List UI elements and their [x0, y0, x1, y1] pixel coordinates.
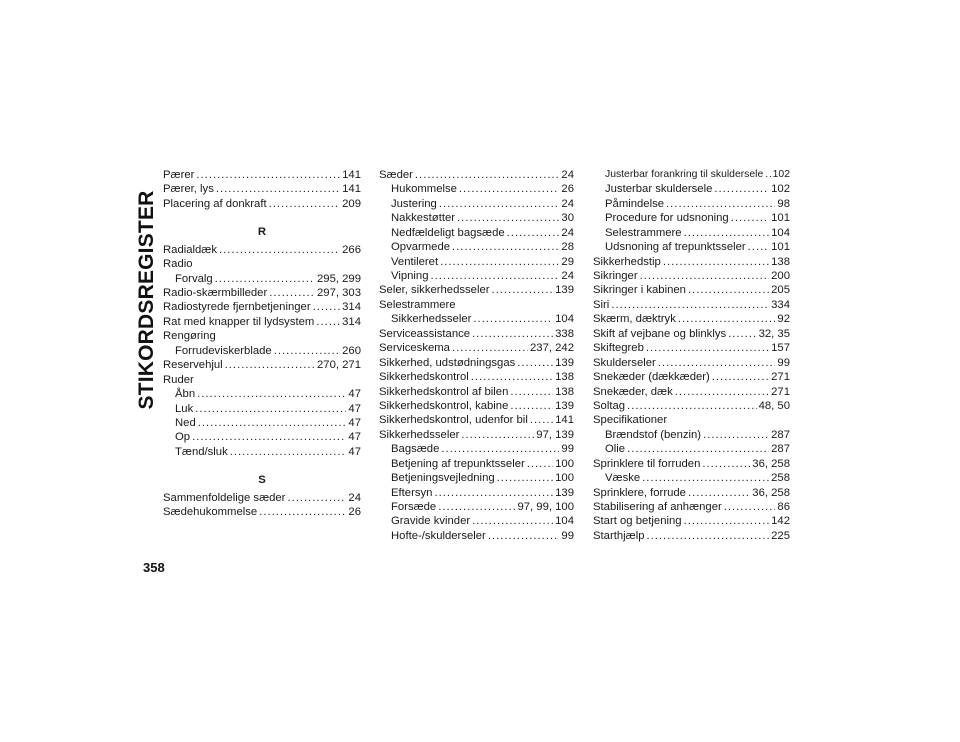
entry-label: Hukommelse	[391, 183, 457, 196]
entry-label: Skærm, dæktryk	[593, 313, 676, 326]
index-subentry	[163, 430, 361, 444]
entry-label: Pærer	[163, 168, 195, 181]
index-entry	[379, 385, 574, 399]
entry-label: Forrudeviskerblade	[175, 344, 272, 357]
index-group-heading: Ruder	[163, 373, 194, 386]
entry-page-ref: 47	[348, 431, 361, 444]
entry-page-ref: 287	[771, 428, 790, 441]
dot-leader	[225, 358, 315, 372]
index-entry	[593, 269, 790, 283]
dot-leader	[646, 341, 769, 355]
index-entry	[593, 500, 790, 514]
dot-leader	[724, 500, 776, 514]
index-entry	[593, 284, 790, 298]
dot-leader	[488, 529, 560, 543]
index-entry	[593, 529, 790, 543]
dot-leader	[627, 399, 757, 413]
entry-page-ref: 139	[555, 486, 574, 499]
index-entry	[593, 356, 790, 370]
index-entry	[163, 182, 361, 196]
index-group-heading: Selestrammere	[379, 298, 456, 311]
dot-leader	[430, 269, 559, 283]
index-letter-heading: R	[257, 226, 267, 239]
entry-label: Sikkerhed, udstødningsgas	[379, 356, 516, 369]
entry-page-ref: 138	[771, 255, 790, 268]
dot-leader	[452, 341, 528, 355]
dot-leader	[678, 312, 776, 326]
entry-label: Op	[175, 431, 191, 444]
index-column-3	[593, 168, 790, 543]
entry-label: Justerbar skuldersele	[605, 183, 713, 196]
dot-leader	[510, 385, 553, 399]
entry-label: Olie	[605, 443, 626, 456]
index-subentry	[379, 240, 574, 254]
dot-leader	[452, 240, 559, 254]
index-entry	[379, 327, 574, 341]
entry-page-ref: 139	[555, 399, 574, 412]
entry-page-ref: 26	[348, 506, 361, 519]
dot-leader	[702, 457, 750, 471]
entry-label: Udsnoning af trepunktsseler	[605, 241, 746, 254]
entry-label: Serviceassistance	[379, 327, 471, 340]
dot-leader	[492, 284, 554, 298]
index-subentry	[593, 240, 790, 254]
entry-page-ref: 32, 35	[758, 327, 790, 340]
dot-leader	[313, 301, 341, 315]
dot-leader	[517, 356, 553, 370]
dot-leader	[647, 529, 770, 543]
entry-page-ref: 102	[772, 168, 790, 180]
entry-label: Soltag	[593, 399, 626, 412]
index-subentry	[163, 272, 361, 286]
entry-page-ref: 270, 271	[317, 359, 361, 372]
dot-leader	[640, 269, 770, 283]
entry-label: Gravide kvinder	[391, 515, 471, 528]
dot-leader	[269, 286, 315, 300]
index-entry	[593, 399, 790, 413]
entry-page-ref: 258	[771, 472, 790, 485]
side-title-text: STIKORDSREGISTER	[135, 190, 158, 410]
dot-leader	[471, 370, 553, 384]
entry-page-ref: 24	[561, 197, 574, 210]
entry-label: Vipning	[391, 270, 429, 283]
index-subentry	[379, 269, 574, 283]
dot-leader	[497, 471, 554, 485]
dot-leader	[457, 211, 559, 225]
index-group-heading: Specifikationer	[593, 414, 668, 427]
index-group-heading: Radio	[163, 258, 193, 271]
index-subentry	[379, 211, 574, 225]
side-title	[134, 170, 160, 430]
entry-page-ref: 100	[555, 457, 574, 470]
entry-page-ref: 287	[771, 443, 790, 456]
entry-label: Sæder	[379, 168, 413, 181]
entry-page-ref: 48, 50	[758, 399, 790, 412]
entry-page-ref: 271	[771, 385, 790, 398]
dot-leader	[530, 413, 553, 427]
dot-leader	[712, 370, 769, 384]
index-subentry	[379, 255, 574, 269]
entry-page-ref: 209	[342, 197, 361, 210]
index-subentry	[379, 457, 574, 471]
entry-label: Rat med knapper til lydsystem	[163, 315, 315, 328]
entry-page-ref: 99	[561, 443, 574, 456]
entry-page-ref: 101	[771, 212, 790, 225]
entry-page-ref: 102	[771, 183, 790, 196]
entry-label: Seler, sikkerhedsseler	[379, 284, 490, 297]
entry-page-ref: 47	[348, 388, 361, 401]
index-entry	[593, 327, 790, 341]
entry-page-ref: 338	[555, 327, 574, 340]
dot-leader	[765, 168, 770, 182]
entry-page-ref: 104	[555, 313, 574, 326]
dot-leader	[510, 399, 553, 413]
entry-page-ref: 314	[342, 315, 361, 328]
entry-page-ref: 237, 242	[530, 342, 574, 355]
dot-leader	[472, 515, 553, 529]
entry-page-ref: 138	[555, 371, 574, 384]
index-subentry	[379, 486, 574, 500]
dot-leader	[440, 255, 559, 269]
page-number: 358	[143, 560, 165, 575]
entry-page-ref: 97, 139	[536, 428, 574, 441]
entry-page-ref: 138	[555, 385, 574, 398]
index-letter-heading: S	[258, 474, 266, 487]
dot-leader	[731, 211, 769, 225]
entry-label: Luk	[175, 402, 194, 415]
index-entry	[593, 298, 790, 312]
entry-label: Skulderseler	[593, 356, 656, 369]
index-subentry	[379, 515, 574, 529]
entry-label: Sikkerhedskontrol	[379, 371, 469, 384]
index-subentry	[593, 428, 790, 442]
entry-label: Brændstof (benzin)	[605, 428, 702, 441]
entry-page-ref: 92	[777, 313, 790, 326]
index-entry	[163, 243, 361, 257]
index-subentry	[593, 182, 790, 196]
entry-label: Tænd/sluk	[175, 445, 228, 458]
entry-page-ref: 157	[771, 342, 790, 355]
index-entry	[379, 428, 574, 442]
entry-label: Betjeningsvejledning	[391, 472, 495, 485]
dot-leader	[675, 385, 769, 399]
entry-page-ref: 100	[555, 472, 574, 485]
entry-label: Selestrammere	[605, 226, 682, 239]
dot-leader	[269, 197, 341, 211]
entry-label: Hofte-/skulderseler	[391, 529, 486, 542]
entry-label: Radiostyrede fjernbetjeninger	[163, 301, 311, 314]
dot-leader	[274, 344, 340, 358]
entry-label: Væske	[605, 472, 641, 485]
index-entry	[163, 491, 361, 505]
entry-label: Placering af donkraft	[163, 197, 267, 210]
entry-page-ref: 314	[342, 301, 361, 314]
entry-label: Sikkerhedskontrol af bilen	[379, 385, 509, 398]
dot-leader	[714, 182, 769, 196]
entry-page-ref: 47	[348, 416, 361, 429]
dot-leader	[703, 428, 769, 442]
entry-label: Serviceskema	[379, 342, 450, 355]
entry-page-ref: 142	[771, 515, 790, 528]
dot-leader	[461, 428, 534, 442]
index-entry	[593, 515, 790, 529]
dot-leader	[215, 272, 315, 286]
entry-label: Skiftegreb	[593, 342, 644, 355]
dot-leader	[611, 298, 769, 312]
entry-label: Sikkerhedskontrol, kabine	[379, 399, 509, 412]
dot-leader	[663, 255, 769, 269]
index-entry	[593, 312, 790, 326]
index-entry	[163, 301, 361, 315]
index-entry	[593, 255, 790, 269]
entry-label: Eftersyn	[391, 486, 433, 499]
index-subentry	[379, 312, 574, 326]
entry-label: Siri	[593, 298, 610, 311]
entry-page-ref: 266	[342, 243, 361, 256]
index-subentry	[163, 416, 361, 430]
index-entry	[593, 341, 790, 355]
entry-label: Sprinklere, forrude	[593, 486, 686, 499]
index-subentry	[163, 344, 361, 358]
index-column-1	[163, 168, 361, 520]
entry-label: Påmindelse	[605, 197, 665, 210]
entry-page-ref: 24	[561, 270, 574, 283]
dot-leader	[473, 312, 553, 326]
dot-leader	[728, 327, 756, 341]
dot-leader	[230, 445, 347, 459]
index-entry	[593, 486, 790, 500]
entry-page-ref: 36, 258	[752, 457, 790, 470]
entry-label: Sikkerhedstip	[593, 255, 661, 268]
entry-page-ref: 24	[561, 168, 574, 181]
index-column-2	[379, 168, 574, 543]
dot-leader	[666, 197, 775, 211]
entry-label: Reservehjul	[163, 359, 223, 372]
dot-leader	[688, 284, 769, 298]
entry-page-ref: 28	[561, 241, 574, 254]
entry-label: Sprinklere til forruden	[593, 457, 701, 470]
dot-leader	[195, 402, 346, 416]
dot-leader	[688, 486, 750, 500]
entry-page-ref: 98	[777, 197, 790, 210]
entry-page-ref: 104	[555, 515, 574, 528]
index-entry	[379, 284, 574, 298]
dot-leader	[438, 500, 515, 514]
entry-page-ref: 141	[342, 183, 361, 196]
dot-leader	[287, 491, 346, 505]
entry-page-ref: 271	[771, 371, 790, 384]
dot-leader	[748, 240, 769, 254]
entry-page-ref: 205	[771, 284, 790, 297]
entry-page-ref: 200	[771, 270, 790, 283]
dot-leader	[658, 356, 776, 370]
index-entry	[379, 341, 574, 355]
index-subentry	[379, 197, 574, 211]
entry-page-ref: 86	[777, 501, 790, 514]
index-entry	[379, 413, 574, 427]
dot-leader	[441, 442, 559, 456]
dot-leader	[197, 387, 346, 401]
entry-label: Snekæder (dækkæder)	[593, 371, 710, 384]
entry-label: Bagsæde	[391, 443, 440, 456]
index-entry	[163, 286, 361, 300]
dot-leader	[684, 515, 770, 529]
index-subentry	[379, 442, 574, 456]
entry-label: Stabilisering af anhænger	[593, 501, 722, 514]
index-subentry	[593, 471, 790, 485]
index-subentry	[163, 402, 361, 416]
index-entry	[593, 385, 790, 399]
index-entry	[593, 457, 790, 471]
entry-label: Opvarmede	[391, 241, 451, 254]
index-subentry	[163, 387, 361, 401]
entry-page-ref: 30	[561, 212, 574, 225]
entry-label: Åbn	[175, 388, 196, 401]
entry-page-ref: 36, 258	[752, 486, 790, 499]
entry-label: Ned	[175, 416, 196, 429]
dot-leader	[192, 430, 346, 444]
dot-leader	[439, 197, 560, 211]
entry-page-ref: 99	[561, 529, 574, 542]
dot-leader	[507, 226, 560, 240]
index-subentry	[163, 445, 361, 459]
entry-page-ref: 141	[555, 414, 574, 427]
dot-leader	[316, 315, 340, 329]
entry-label: Starthjælp	[593, 529, 645, 542]
entry-page-ref: 47	[348, 402, 361, 415]
entry-page-ref: 29	[561, 255, 574, 268]
index-subentry	[379, 471, 574, 485]
entry-page-ref: 297, 303	[317, 287, 361, 300]
entry-page-ref: 26	[561, 183, 574, 196]
dot-leader	[527, 457, 553, 471]
index-subentry	[379, 500, 574, 514]
entry-page-ref: 139	[555, 356, 574, 369]
index-entry	[163, 505, 361, 519]
entry-page-ref: 24	[561, 226, 574, 239]
entry-label: Nedfældeligt bagsæde	[391, 226, 505, 239]
entry-label: Ventileret	[391, 255, 439, 268]
index-subentry	[593, 197, 790, 211]
dot-leader	[216, 182, 340, 196]
entry-label: Start og betjening	[593, 515, 682, 528]
dot-leader	[259, 505, 346, 519]
entry-label: Procedure for udsnoning	[605, 212, 729, 225]
index-entry	[163, 315, 361, 329]
entry-page-ref: 334	[771, 298, 790, 311]
entry-page-ref: 260	[342, 344, 361, 357]
entry-label: Radialdæk	[163, 243, 218, 256]
index-subentry	[593, 442, 790, 456]
dot-leader	[627, 442, 769, 456]
index-entry	[163, 197, 361, 211]
entry-label: Sædehukommelse	[163, 506, 258, 519]
index-entry	[379, 370, 574, 384]
index-entry	[379, 168, 574, 182]
index-subentry	[379, 226, 574, 240]
index-subentry	[379, 182, 574, 196]
index-entry	[379, 399, 574, 413]
entry-label: Forsæde	[391, 501, 437, 514]
entry-label: Forvalg	[175, 272, 213, 285]
dot-leader	[684, 226, 770, 240]
entry-label: Sammenfoldelige sæder	[163, 491, 286, 504]
entry-label: Justering	[391, 197, 437, 210]
entry-label: Snekæder, dæk	[593, 385, 673, 398]
entry-page-ref: 104	[771, 226, 790, 239]
index-entry	[163, 358, 361, 372]
entry-label: Sikringer i kabinen	[593, 284, 686, 297]
entry-page-ref: 225	[771, 529, 790, 542]
entry-page-ref: 139	[555, 284, 574, 297]
entry-label: Skift af vejbane og blinklys	[593, 327, 727, 340]
entry-label: Sikringer	[593, 270, 638, 283]
entry-page-ref: 99	[777, 356, 790, 369]
entry-page-ref: 97, 99, 100	[517, 501, 574, 514]
index-entry	[593, 370, 790, 384]
dot-leader	[642, 471, 769, 485]
dot-leader	[219, 243, 340, 257]
index-subentry	[593, 211, 790, 225]
entry-page-ref: 141	[342, 168, 361, 181]
dot-leader	[459, 182, 560, 196]
entry-label: Sikkerhedskontrol, udenfor bil	[379, 414, 528, 427]
dot-leader	[198, 416, 347, 430]
dot-leader	[415, 168, 560, 182]
entry-page-ref: 47	[348, 445, 361, 458]
index-entry	[163, 168, 361, 182]
entry-label: Betjening af trepunktsseler	[391, 457, 525, 470]
entry-label: Nakkestøtter	[391, 212, 456, 225]
dot-leader	[196, 168, 340, 182]
entry-label: Sikkerhedsseler	[379, 428, 460, 441]
entry-label: Pærer, lys	[163, 183, 214, 196]
dot-leader	[434, 486, 553, 500]
entry-label: Radio-skærmbilleder	[163, 287, 268, 300]
entry-label: Sikkerhedsseler	[391, 313, 472, 326]
index-group-heading: Rengøring	[163, 330, 216, 343]
index-subentry	[593, 168, 790, 182]
entry-page-ref: 101	[771, 241, 790, 254]
index-subentry	[379, 529, 574, 543]
index-subentry	[593, 226, 790, 240]
entry-page-ref: 24	[348, 491, 361, 504]
index-entry	[379, 356, 574, 370]
entry-page-ref: 295, 299	[317, 272, 361, 285]
dot-leader	[472, 327, 553, 341]
entry-label: Justerbar forankring til skuldersele	[605, 168, 764, 180]
